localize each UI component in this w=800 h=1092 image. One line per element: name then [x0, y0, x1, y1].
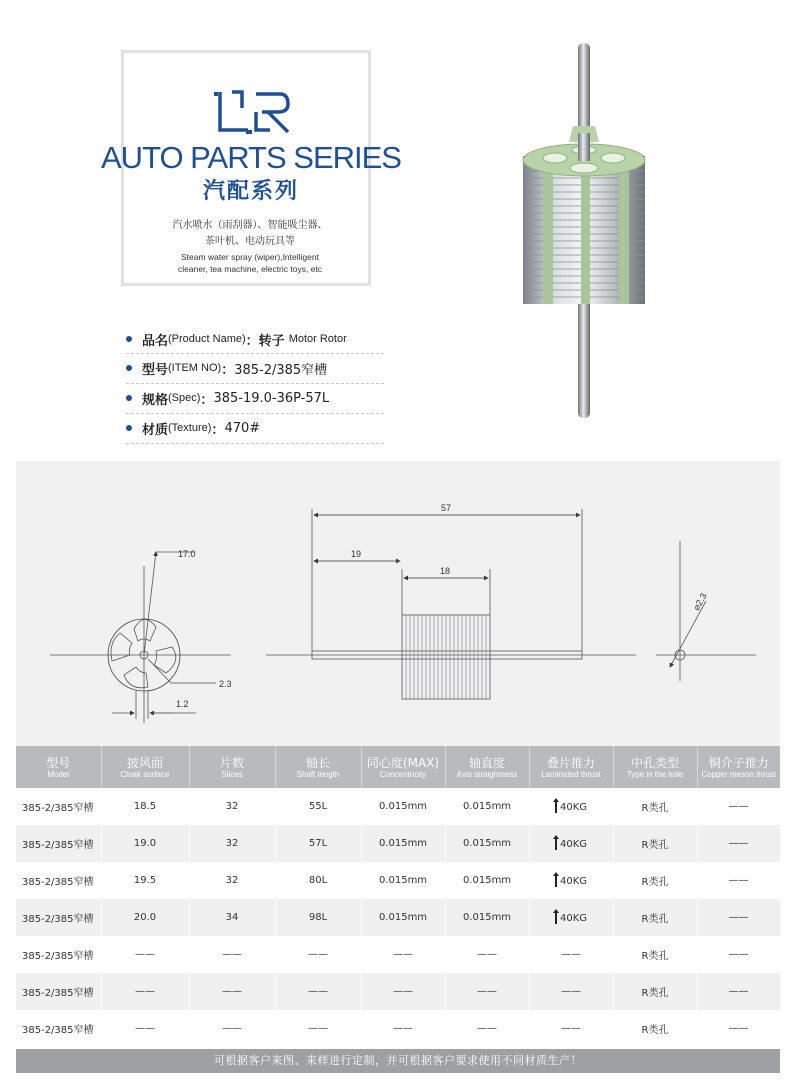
cell-cloak: 18.5: [101, 788, 189, 825]
dim-diameter: 17.0: [178, 549, 196, 559]
col-header: 中孔类型 Type in the hole: [613, 746, 697, 788]
drawing-svg: [16, 461, 780, 746]
cell-hole: R类孔: [613, 973, 697, 1010]
bullet-dot: [126, 336, 132, 342]
cell-model: 385-2/385窄槽: [16, 825, 101, 862]
cell-concentricity: 0.015mm: [361, 788, 445, 825]
spec-value: 385-2/385窄槽: [234, 362, 328, 378]
cell-cloak: 19.0: [101, 825, 189, 862]
cell-axis: 0.015mm: [445, 825, 529, 862]
col-header: 叠片推力 Laminated thrust: [529, 746, 613, 788]
table-row: [16, 825, 780, 862]
cell-shaft: 98L: [275, 899, 361, 936]
dim-stack: 18: [440, 566, 451, 576]
cell-axis: 0.015mm: [445, 862, 529, 899]
spec-colon: ：: [200, 392, 214, 408]
cell-concentricity: 0.015mm: [361, 825, 445, 862]
cell-thrust: [529, 788, 613, 825]
cell-copper: ——: [697, 973, 780, 1010]
spec-value-cn: 转子: [258, 333, 285, 349]
application-desc-en: [130, 251, 370, 275]
spec-label-en: (ITEM NO): [168, 362, 222, 374]
cell-shaft: ——: [275, 1010, 361, 1047]
cell-model: 385-2/385窄槽: [16, 1010, 101, 1047]
cell-thrust: ——: [529, 973, 613, 1010]
cell-copper: ——: [697, 936, 780, 973]
thrust-arrow-icon: [555, 838, 557, 850]
customization-note: 可根据客户来图、来样进行定制，并可根据客户要求使用不同材质生产！: [16, 1049, 780, 1073]
cell-thrust: [529, 825, 613, 862]
thrust-arrow-icon: [555, 801, 557, 813]
spec-product-name: [126, 328, 347, 350]
desc-cn-line: 茶叶机、电动玩具等: [205, 236, 295, 247]
cell-hole: R类孔: [613, 825, 697, 862]
cell-shaft: 80L: [275, 862, 361, 899]
thrust-value: 40KG: [559, 838, 588, 850]
cell-thrust: ——: [529, 1010, 613, 1047]
thrust-arrow-icon: [555, 875, 557, 887]
spec-label-en: (Texture): [168, 422, 212, 434]
cell-axis: ——: [445, 973, 529, 1010]
dim-hole: 2.3: [219, 679, 232, 689]
thrust-value: 40KG: [559, 912, 588, 924]
cell-slices: 34: [189, 899, 275, 936]
cell-cloak: ——: [101, 936, 189, 973]
spec-label-en: (Spec): [168, 392, 201, 404]
cell-slices: ——: [189, 936, 275, 973]
title-en: AUTO PARTS SERIES: [101, 140, 401, 175]
cell-shaft: 55L: [275, 788, 361, 825]
bullet-dot: [126, 425, 132, 431]
cell-copper: ——: [697, 788, 780, 825]
cell-copper: ——: [697, 1010, 780, 1047]
cell-concentricity: 0.015mm: [361, 862, 445, 899]
spec-value: 470#: [224, 420, 261, 436]
cell-copper: ——: [697, 825, 780, 862]
cell-model: 385-2/385窄槽: [16, 973, 101, 1010]
cell-axis: ——: [445, 1010, 529, 1047]
cell-shaft: ——: [275, 936, 361, 973]
dim-total-length: 57: [441, 503, 452, 513]
spec-value-en: Motor Rotor: [288, 333, 347, 345]
cell-axis: 0.015mm: [445, 899, 529, 936]
cell-hole: R类孔: [613, 862, 697, 899]
cell-axis: 0.015mm: [445, 788, 529, 825]
cell-shaft: ——: [275, 973, 361, 1010]
cell-cloak: 19.5: [101, 862, 189, 899]
cell-concentricity: ——: [361, 936, 445, 973]
cell-cloak: ——: [101, 1010, 189, 1047]
col-header: 轴长 Shaft length: [275, 746, 361, 788]
col-header: 披风面 Cloak surface: [101, 746, 189, 788]
cell-shaft: 57L: [275, 825, 361, 862]
table-header-row: [16, 746, 780, 788]
table-row: [16, 1010, 780, 1047]
cell-model: 385-2/385窄槽: [16, 899, 101, 936]
cell-copper: ——: [697, 899, 780, 936]
technical-drawing: [16, 461, 780, 746]
cell-slices: 32: [189, 825, 275, 862]
bullet-dot: [126, 365, 132, 371]
col-header: 轴直度 Axis straightness: [445, 746, 529, 788]
divider: [126, 443, 384, 444]
table-row: [16, 899, 780, 936]
col-header: 片数 Slices: [189, 746, 275, 788]
cell-slices: ——: [189, 973, 275, 1010]
desc-en-line: Steam water spray (wiper),Intelligent: [181, 252, 319, 262]
spec-label-en: (Product Name): [168, 333, 246, 345]
cell-thrust: ——: [529, 936, 613, 973]
spec-item-no: [126, 357, 327, 379]
cell-concentricity: ——: [361, 1010, 445, 1047]
table-row: [16, 862, 780, 899]
cell-slices: 32: [189, 788, 275, 825]
spec-label-cn: 规格: [142, 392, 169, 408]
motor-rotor-image: [495, 38, 675, 428]
thrust-value: 40KG: [559, 875, 588, 887]
divider: [126, 413, 384, 414]
spec-spec: [126, 387, 329, 409]
col-header: 型号 Model: [16, 746, 101, 788]
spec-label-cn: 材质: [142, 422, 169, 438]
cell-concentricity: 0.015mm: [361, 899, 445, 936]
spec-colon: ：: [221, 362, 235, 378]
cell-concentricity: ——: [361, 973, 445, 1010]
cell-model: 385-2/385窄槽: [16, 788, 101, 825]
desc-cn-line: 汽水喷水（雨刮器）、智能吸尘器、: [172, 220, 328, 231]
spec-label-cn: 品名: [142, 333, 169, 349]
spec-colon: ：: [211, 422, 225, 438]
lr-logo-icon: [212, 88, 294, 138]
col-header: 同心度(MAX) Concentricity: [361, 746, 445, 788]
cell-hole: R类孔: [613, 899, 697, 936]
spec-table: [16, 746, 781, 1047]
divider: [126, 383, 384, 384]
cell-slices: ——: [189, 1010, 275, 1047]
dim-offset: 19: [351, 549, 362, 559]
spec-value: 385-19.0-36P-57L: [213, 390, 330, 406]
title-cn: 汽配系列: [202, 179, 299, 204]
col-header: 铜介子推力 Copper meson thrust: [697, 746, 780, 788]
thrust-arrow-icon: [555, 912, 557, 924]
application-desc-cn: [130, 218, 370, 250]
table-row: [16, 788, 780, 825]
cell-model: 385-2/385窄槽: [16, 936, 101, 973]
cell-thrust: [529, 862, 613, 899]
dim-gap: 1.2: [176, 699, 189, 709]
cell-cloak: 20.0: [101, 899, 189, 936]
spec-colon: ：: [245, 333, 259, 349]
table-row: [16, 973, 780, 1010]
spec-label-cn: 型号: [142, 362, 169, 378]
divider: [126, 353, 384, 354]
cell-hole: R类孔: [613, 788, 697, 825]
cell-thrust: [529, 899, 613, 936]
cell-cloak: ——: [101, 973, 189, 1010]
table-row: [16, 936, 780, 973]
cell-axis: ——: [445, 936, 529, 973]
cell-copper: ——: [697, 862, 780, 899]
cell-slices: 32: [189, 862, 275, 899]
thrust-value: 40KG: [559, 801, 588, 813]
desc-en-line: cleaner, tea machine, electric toys, etc: [177, 264, 323, 274]
bullet-dot: [126, 395, 132, 401]
spec-texture: [126, 417, 260, 439]
cell-model: 385-2/385窄槽: [16, 862, 101, 899]
cell-hole: R类孔: [613, 936, 697, 973]
dim-shaft-dia: ⌀2.3: [691, 591, 709, 612]
cell-hole: R类孔: [613, 1010, 697, 1047]
